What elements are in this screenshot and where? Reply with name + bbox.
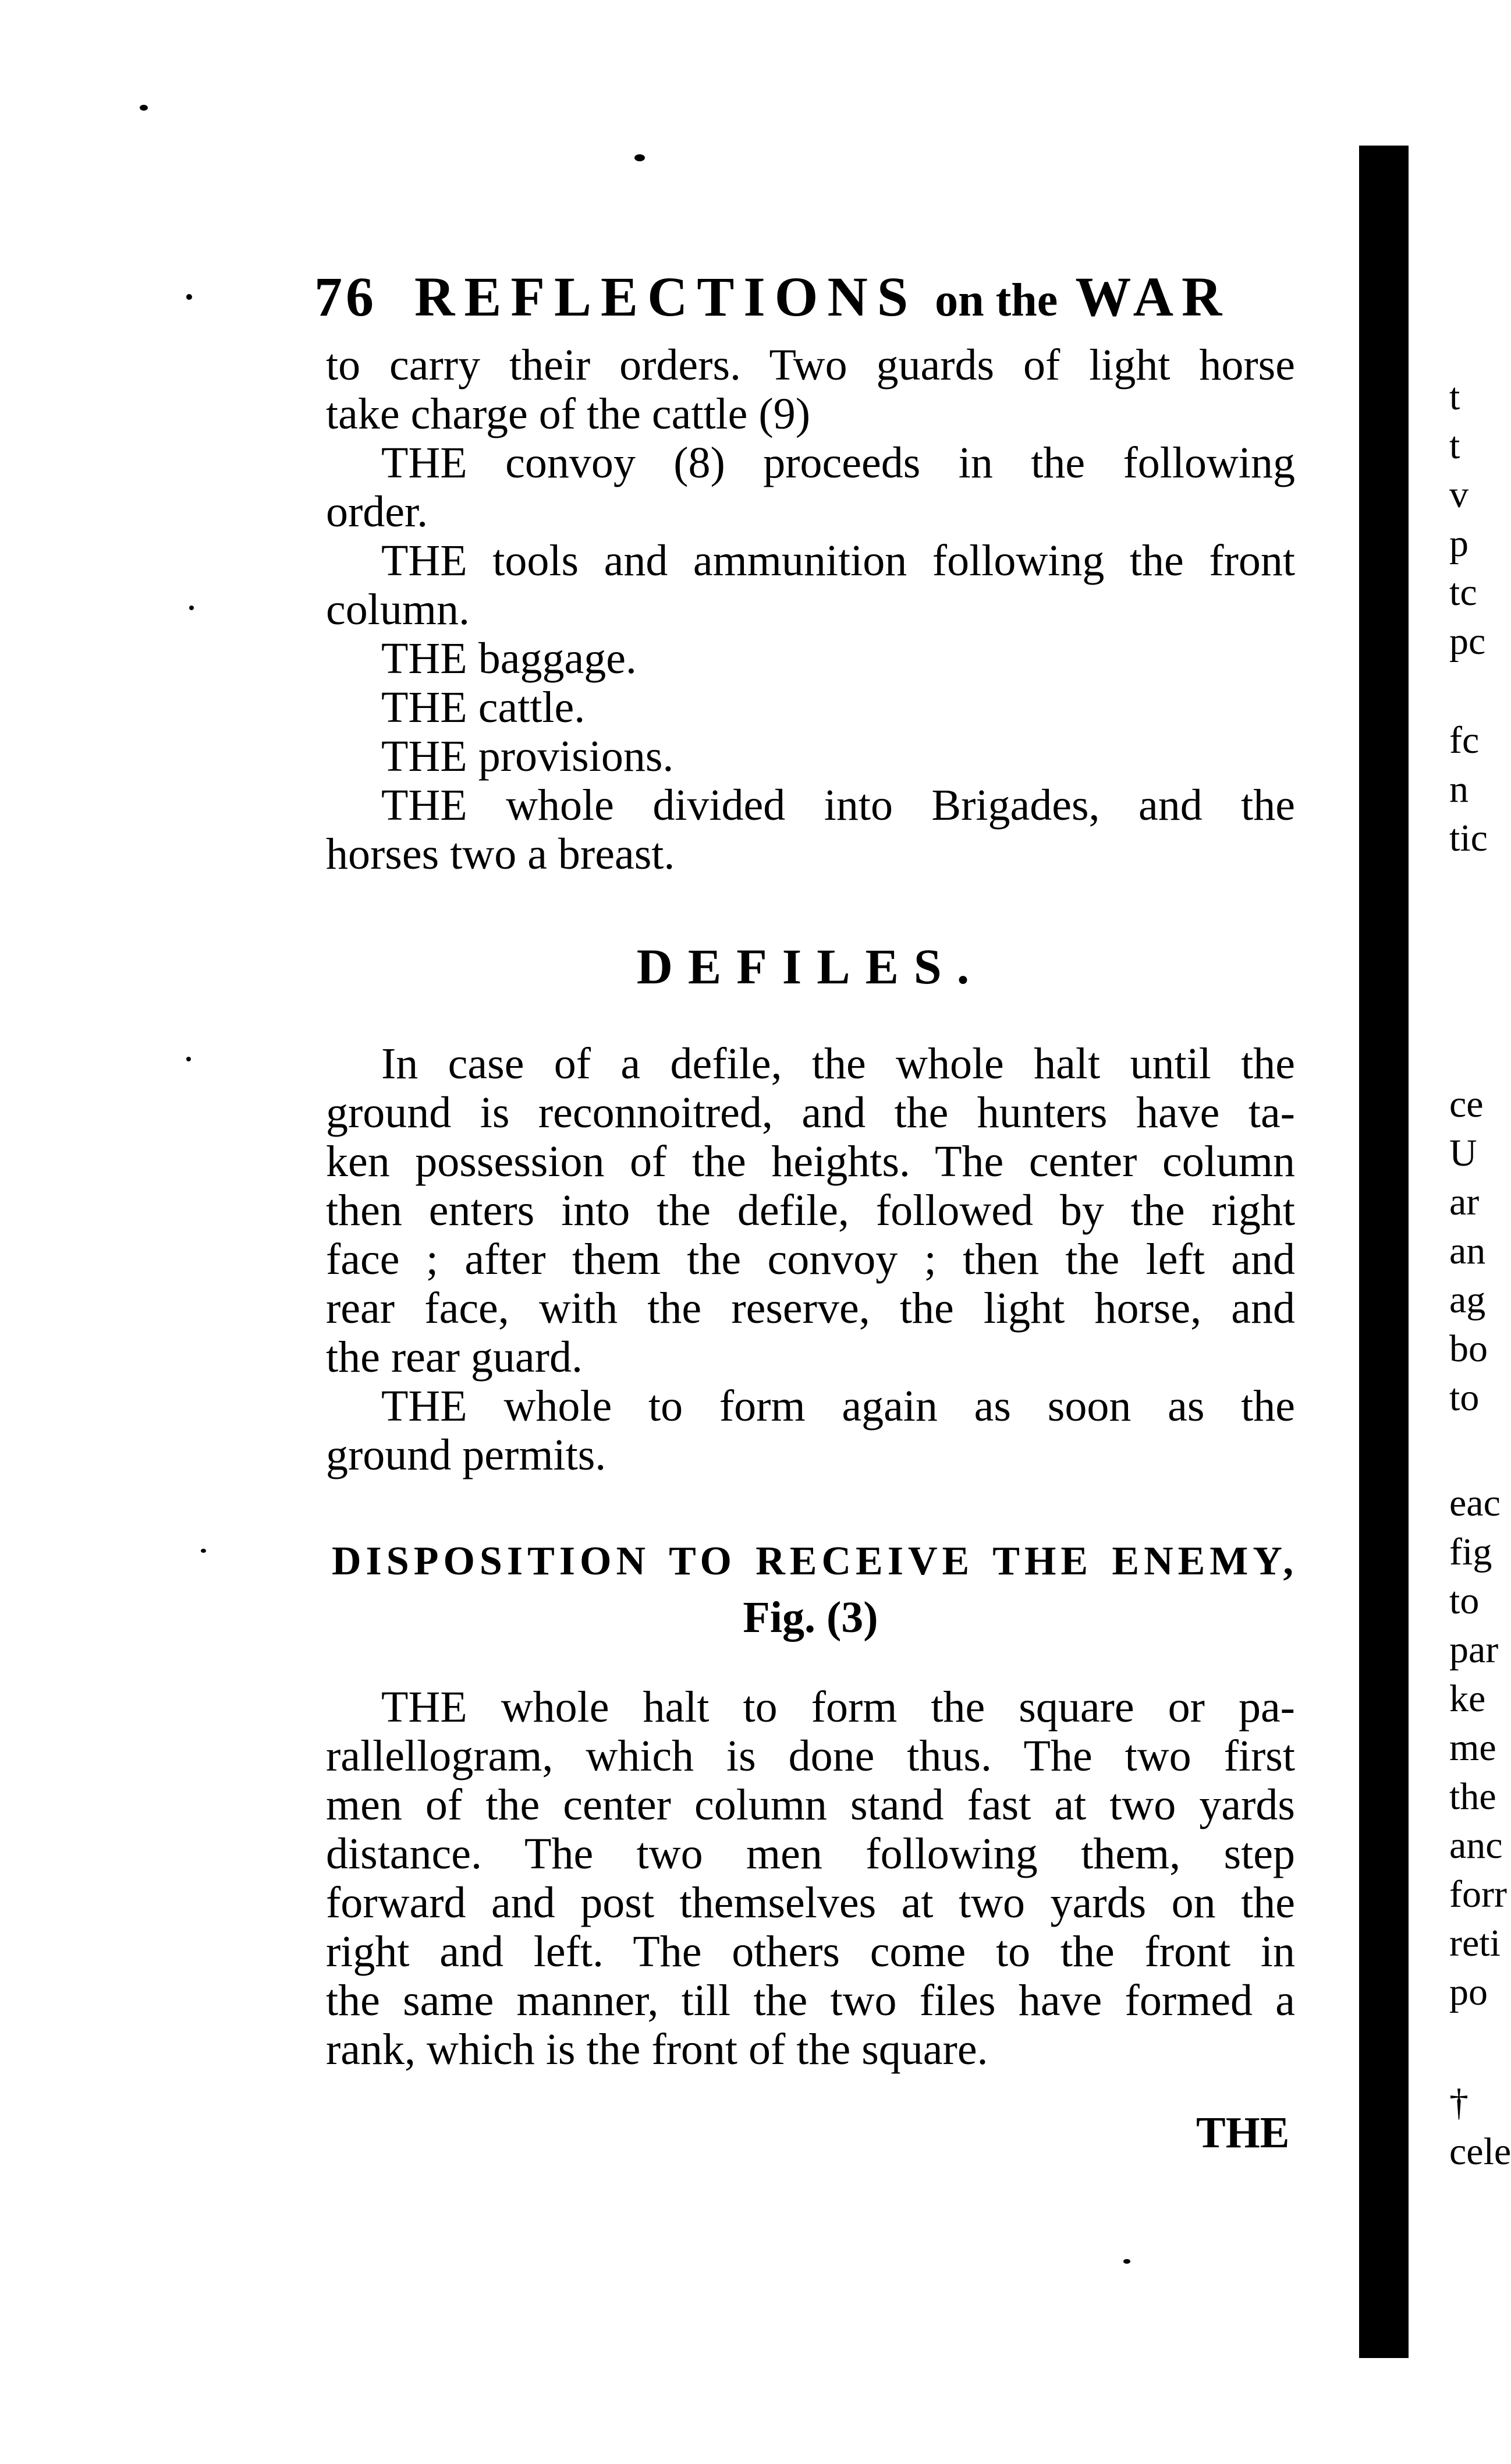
facing-line: me: [1449, 1726, 1496, 1769]
facing-line: t: [1449, 376, 1460, 418]
text-line: rank, which is the front of the square.: [326, 2025, 988, 2074]
text-line: the rear guard.: [326, 1333, 583, 1382]
facing-line: an: [1449, 1230, 1486, 1272]
text-line: rear face, with the reserve, the light horse, and: [326, 1284, 1295, 1333]
facing-line: forr: [1449, 1873, 1507, 1916]
facing-line: n: [1449, 768, 1469, 810]
facing-page-fragment: [1449, 1479, 1507, 2017]
gutter-shadow: [1359, 146, 1409, 2358]
heading-word: THE: [992, 1539, 1093, 1584]
text-line: ground is reconnoitred, and the hunters have ta-: [326, 1088, 1295, 1137]
facing-line: ag: [1449, 1279, 1486, 1321]
facing-line: eac: [1449, 1482, 1501, 1524]
facing-line: tc: [1449, 571, 1477, 614]
scan-speck: [189, 606, 194, 610]
paragraph-convoy: [326, 341, 1295, 879]
facing-line: ke: [1449, 1677, 1486, 1720]
text-line: take charge of the cattle (9): [326, 390, 811, 438]
scan-speck: [1123, 2259, 1130, 2264]
paragraph-square: [326, 1683, 1295, 2074]
facing-line: fc: [1449, 719, 1480, 762]
text-line: rallellogram, which is done thus. The two first: [326, 1732, 1295, 1780]
text-line: forward and post themselves at two yards on the: [326, 1878, 1295, 1927]
facing-page-fragment: [1449, 373, 1502, 666]
facing-line: pc: [1449, 620, 1486, 663]
facing-line: p: [1449, 522, 1469, 565]
text-line: horses two a breast.: [326, 830, 675, 879]
facing-line: U: [1449, 1132, 1477, 1174]
text-line: THE baggage.: [381, 634, 637, 683]
heading-word: DISPOSITION: [332, 1539, 651, 1584]
facing-line: tic: [1449, 817, 1488, 859]
facing-page-fragment: [1449, 2079, 1511, 2176]
running-head-war: WAR: [1075, 265, 1230, 328]
facing-page-fragment: [1449, 716, 1502, 863]
running-head: [314, 265, 1298, 332]
catchword: THE: [1196, 2108, 1290, 2157]
text-line: ken possession of the heights. The center column: [326, 1137, 1295, 1186]
text-line: distance. The two men following them, step: [326, 1829, 1295, 1878]
heading-word: TO: [669, 1539, 736, 1584]
text-line: right and left. The others come to the front in: [326, 1927, 1295, 1976]
facing-line: to: [1449, 1376, 1480, 1419]
facing-line: anc: [1449, 1824, 1503, 1867]
facing-page-fragment: [1449, 1080, 1502, 1422]
text-line: THE convoy (8) proceeds in the following: [381, 438, 1295, 487]
text-line: ground permits.: [326, 1431, 606, 1479]
facing-line: ce: [1449, 1083, 1484, 1125]
text-line: order.: [326, 487, 428, 536]
facing-line: ar: [1449, 1181, 1480, 1223]
scan-speck: [634, 154, 645, 161]
heading-word: ENEMY,: [1112, 1539, 1299, 1584]
text-line: then enters into the defile, followed by the right: [326, 1186, 1295, 1235]
facing-line: po: [1449, 1971, 1488, 2013]
scan-speck: [186, 1057, 191, 1061]
text-line: THE whole divided into Brigades, and the: [381, 781, 1295, 830]
running-head-title: REFLECTIONS: [414, 265, 918, 328]
text-line: men of the center column stand fast at two yards: [326, 1780, 1295, 1829]
page-number: 76: [314, 265, 377, 328]
facing-line: to: [1449, 1580, 1480, 1622]
text-line: column.: [326, 585, 470, 634]
text-line: THE whole halt to form the square or pa-: [381, 1683, 1295, 1732]
text-line: THE whole to form again as soon as the: [381, 1382, 1295, 1431]
paragraph-defiles: [326, 1039, 1295, 1479]
heading-word: RECEIVE: [756, 1539, 974, 1584]
scan-speck: [201, 1549, 206, 1553]
text-line: THE cattle.: [381, 683, 586, 732]
scan-speck: [140, 105, 148, 111]
text-line: face ; after them the convoy ; then the left and: [326, 1235, 1295, 1284]
facing-line: bo: [1449, 1327, 1488, 1370]
running-head-connector: on the: [935, 275, 1058, 326]
text-line: In case of a defile, the whole halt until the: [381, 1039, 1295, 1088]
facing-line: t: [1449, 424, 1460, 467]
facing-line: cele: [1449, 2130, 1511, 2173]
text-line: to carry their orders. Two guards of light horse: [326, 341, 1295, 390]
text-line: THE tools and ammunition following the front: [381, 536, 1295, 585]
section-heading: DEFILES.: [636, 939, 985, 994]
facing-line: v: [1449, 473, 1469, 516]
figure-reference: Fig. (3): [743, 1593, 878, 1642]
scan-speck: [186, 294, 192, 300]
facing-line: reti: [1449, 1922, 1501, 1964]
facing-line: fig: [1449, 1531, 1492, 1573]
disposition-heading: [332, 1537, 1298, 1586]
facing-line: the: [1449, 1775, 1496, 1818]
facing-line: †: [1449, 2081, 1469, 2124]
text-line: the same manner, till the two files have formed a: [326, 1976, 1295, 2025]
text-line: THE provisions.: [381, 732, 674, 781]
facing-line: par: [1449, 1628, 1499, 1671]
